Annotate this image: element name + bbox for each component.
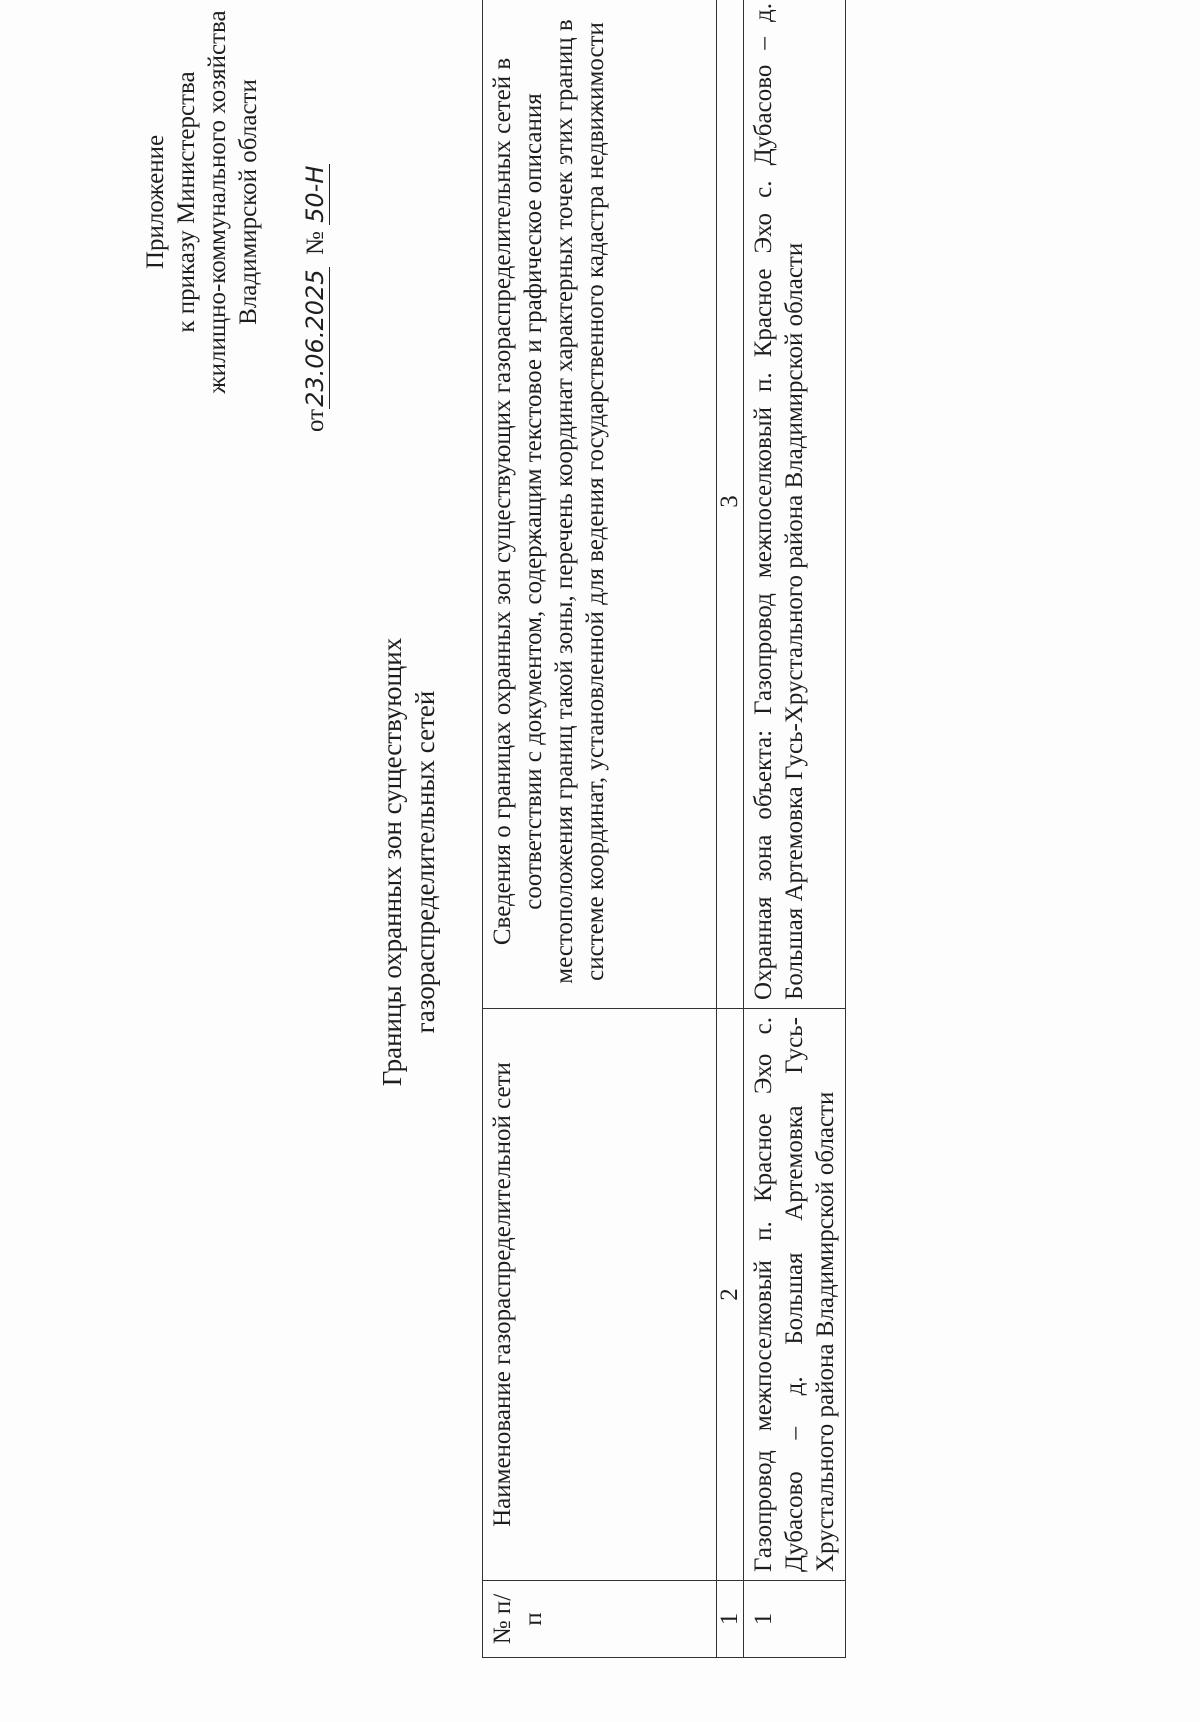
- order-date: 23.06.2025: [301, 269, 329, 407]
- column-number-cell: 1: [717, 1581, 744, 1658]
- row-zone-cell: Охранная зона объекта: Газопровод межпоселковый п. Красное Эхо с. Дубасово – д. Большая Артемовка Гусь-Хрустального района Владимирской области: [744, 0, 846, 1009]
- appendix-header: [140, 0, 264, 412]
- row-number-cell: 1: [744, 1581, 846, 1658]
- title-line: газораспределительных сетей: [410, 690, 440, 1034]
- order-number-sign: №: [302, 231, 329, 255]
- column-number-cell: 3: [717, 0, 744, 1009]
- row-name-cell: Газопровод межпоселковый п. Красное Эхо с. Дубасово – д. Большая Артемовка Гусь-Хрустального района Владимирской области: [744, 1009, 846, 1581]
- appendix-line: Владимирской области: [235, 79, 262, 325]
- order-line: [300, 0, 331, 432]
- table-header-row: [483, 0, 717, 1658]
- order-number: 50-Н: [301, 165, 329, 223]
- title-line: Границы охранных зон существующих: [377, 637, 407, 1087]
- header-cell-number: № п/п: [483, 1581, 717, 1658]
- header-cell-zone-info: Сведения о границах охранных зон существующих газораспределительных сетей в соответствии с документом, содержащим текстовое и графическое описания местоположения границ такой зоны, перечень координат характерных точек этих границ в системе координат, установленной для ведения государственного кадастра недвижимости: [483, 0, 717, 1009]
- appendix-line: Приложение: [142, 134, 169, 270]
- appendix-line: к приказу Министерства: [173, 71, 200, 333]
- appendix-line: жилищно-коммунального хозяйства: [204, 10, 231, 394]
- table-column-number-row: [717, 0, 744, 1658]
- document-title: [376, 502, 442, 1222]
- order-prefix: от: [302, 408, 329, 432]
- header-cell-name: Наименование газораспределительной сети: [483, 1009, 717, 1581]
- zones-table: [482, 0, 846, 1658]
- column-number-cell: 2: [717, 1009, 744, 1581]
- table-row: [744, 0, 846, 1658]
